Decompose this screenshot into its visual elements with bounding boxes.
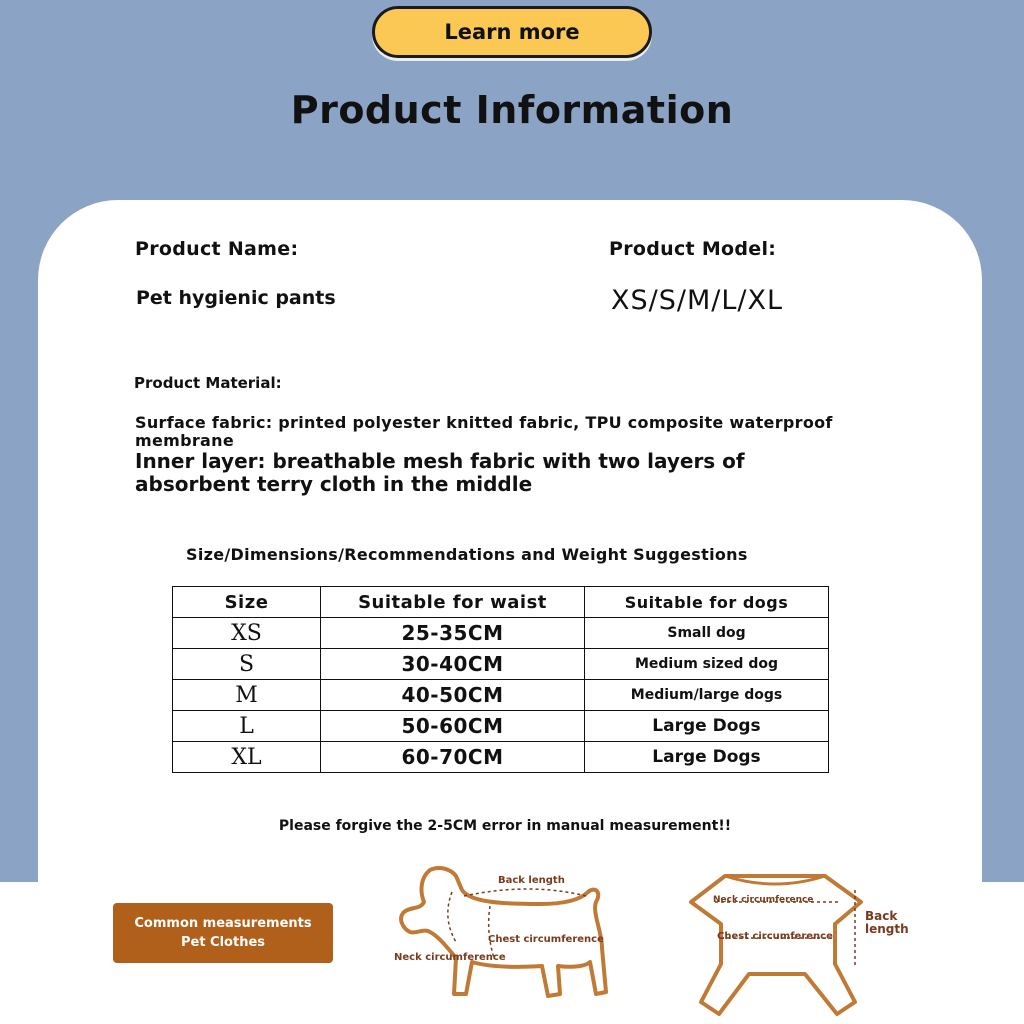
cell-size: L [173, 711, 321, 742]
size-table-title: Size/Dimensions/Recommendations and Weight Suggestions [186, 545, 748, 564]
cell-dogs: Medium/large dogs [585, 680, 829, 711]
cell-dogs: Large Dogs [585, 742, 829, 773]
garment-chest-label: Chest circumference [717, 931, 833, 942]
table-row [173, 742, 829, 773]
cell-size: M [173, 680, 321, 711]
table-row [173, 618, 829, 649]
cell-waist: 25-35CM [321, 618, 585, 649]
cell-waist: 30-40CM [321, 649, 585, 680]
measurement-error-note: Please forgive the 2-5CM error in manual measurement!! [278, 818, 732, 834]
cell-dogs: Medium sized dog [585, 649, 829, 680]
size-table [172, 586, 829, 773]
cell-size: S [173, 649, 321, 680]
cell-size: XL [173, 742, 321, 773]
header-waist: Suitable for waist [321, 587, 585, 618]
back-length-line [464, 889, 586, 896]
measurement-badge [113, 903, 333, 963]
dog-neck-label: Neck circumference [394, 952, 506, 963]
dog-back-length-label: Back length [498, 875, 565, 886]
learn-more-button[interactable]: Learn more [372, 6, 652, 58]
inner-layer-text: Inner layer: breathable mesh fabric with two layers of absorbent terry cloth in the middle [135, 449, 745, 496]
table-header-row [173, 587, 829, 618]
cell-dogs: Small dog [585, 618, 829, 649]
dog-measurement-diagram [390, 862, 630, 1012]
garment-neck-label: Neck circumference [713, 895, 814, 905]
page-title: Product Information [290, 88, 734, 132]
cell-waist: 60-70CM [321, 742, 585, 773]
product-model-value: XS/S/M/L/XL [611, 285, 784, 316]
neck-line [448, 892, 456, 942]
product-model-label: Product Model: [609, 238, 777, 260]
garment-measurement-diagram [685, 868, 925, 1018]
cell-size: XS [173, 618, 321, 649]
header-dogs: Suitable for dogs [585, 587, 829, 618]
cell-waist: 50-60CM [321, 711, 585, 742]
dog-outline-icon [401, 868, 606, 996]
garment-back-label-1: Back [865, 909, 898, 923]
dog-chest-label: Chest circumference [488, 934, 604, 945]
cell-waist: 40-50CM [321, 680, 585, 711]
table-row [173, 680, 829, 711]
cell-dogs: Large Dogs [585, 711, 829, 742]
badge-line-2: Pet Clothes [180, 935, 266, 950]
material-label: Product Material: [134, 374, 282, 392]
table-row [173, 649, 829, 680]
product-name-label: Product Name: [135, 238, 299, 260]
garment-back-label-2: length [865, 922, 909, 936]
table-row [173, 711, 829, 742]
surface-fabric-text: Surface fabric: printed polyester knitted fabric, TPU composite waterproof membrane [135, 413, 833, 450]
product-name-value: Pet hygienic pants [136, 287, 336, 309]
chest-line [489, 906, 494, 958]
badge-line-1: Common measurements [134, 916, 312, 931]
header-size: Size [173, 587, 321, 618]
